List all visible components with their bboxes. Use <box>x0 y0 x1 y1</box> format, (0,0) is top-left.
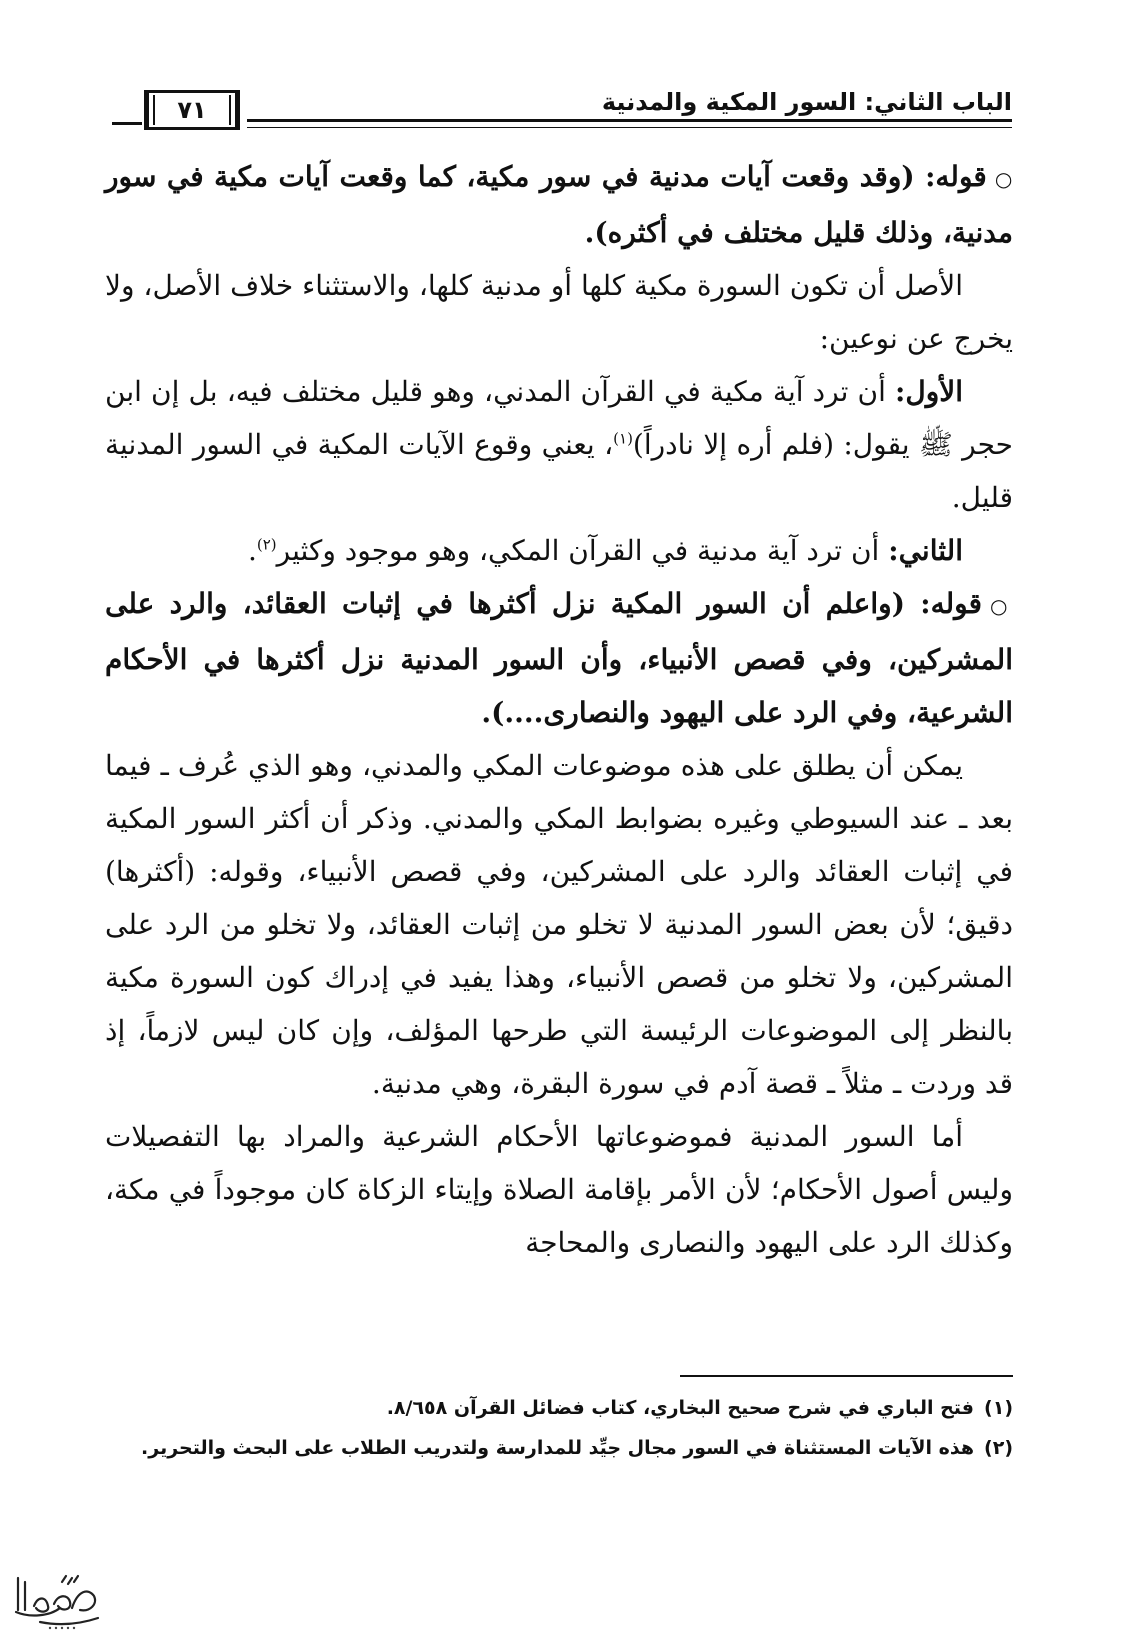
chapter-title: الباب الثاني: السور المكية والمدنية <box>601 88 1012 116</box>
page-header <box>112 82 1012 142</box>
circle-bullet-icon: ○ <box>989 594 1013 618</box>
footnote-number: (٢) <box>984 1437 1013 1459</box>
footnote-1 <box>105 1390 1013 1426</box>
term-label: الثاني: <box>888 534 963 567</box>
circle-bullet-icon: ○ <box>994 167 1013 191</box>
quote-label: قوله: <box>925 160 987 193</box>
paragraph-1 <box>105 150 1013 259</box>
footnote-2 <box>105 1430 1013 1466</box>
paragraph-4-text: أن ترد آية مدنية في القرآن المكي، وهو موجود وكثير <box>276 534 880 567</box>
footnotes <box>105 1390 1013 1470</box>
paragraph-3-text-b: ، يعني وقوع الآيات المكية في السور المدنية قليل. <box>105 428 1013 514</box>
paragraph-4-end: . <box>247 534 257 567</box>
paragraph-2: الأصل أن تكون السورة مكية كلها أو مدنية كلها، والاستثناء خلاف الأصل، ولا يخرج عن نوعين: <box>105 269 1013 355</box>
quote-label: قوله: <box>920 587 982 620</box>
body-text <box>105 150 1013 1269</box>
quote-text: (واعلم أن السور المكية نزل أكثرها في إثبات العقائد، والرد على المشركين، وفي قصص الأنبياء، وأن السور المدنية نزل أكثرها في الأحكام الشرعية، وفي الرد على اليهود والنصارى....). <box>105 587 1013 729</box>
quote-text: (وقد وقعت آيات مدنية في سور مكية، كما وقعت آيات مكية في سور مدنية، وذلك قليل مختلف في أكثره). <box>105 160 1013 249</box>
page-number-badge <box>144 90 240 130</box>
watermark-signature-icon <box>10 1560 105 1638</box>
header-rule-thin <box>247 127 1012 128</box>
paragraph-3-text-a: أن ترد آية مكية في القرآن المدني، وهو قليل مختلف فيه، بل إن ابن حجر ﷺ يقول: (فلم أره إلا نادراً) <box>105 375 1013 461</box>
paragraph-3 <box>105 365 1013 524</box>
header-rule-left <box>112 122 142 125</box>
paragraph-6: يمكن أن يطلق على هذه موضوعات المكي والمدني، وهو الذي عُرف ـ فيما بعد ـ عند السيوطي وغيره بضوابط المكي والمدني. وذكر أن أكثر السور المكية في إثبات العقائد والرد على المشركين، وفي قصص الأنبياء، وقوله: (أكثرها) دقيق؛ لأن بعض السور المدنية لا تخلو من إثبات العقائد، ولا تخلو من الرد على المشركين، ولا تخلو من قصص الأنبياء، وهذا يفيد في إدراك كون السورة مكية بالنظر إلى الموضوعات الرئيسة التي طرحها المؤلف، وإن كان ليس لازماً، إذ قد وردت ـ مثلاً ـ قصة آدم في سورة البقرة، وهي مدنية. <box>105 749 1013 1100</box>
footnote-text: هذه الآيات المستثناة في السور مجال جيِّد للمدارسة ولتدريب الطلاب على البحث والتحرير. <box>141 1437 975 1459</box>
footnote-ref-1[interactable]: (١) <box>613 429 633 448</box>
footnote-ref-2[interactable]: (٢) <box>256 535 277 554</box>
page-number: ٧١ <box>177 96 207 124</box>
paragraph-4 <box>105 524 1013 577</box>
footnote-text: فتح الباري في شرح صحيح البخاري، كتاب فضائل القرآن ٨/٦٥٨. <box>386 1397 975 1419</box>
footnote-number: (١) <box>984 1397 1013 1419</box>
header-rule-thick <box>247 119 1012 122</box>
paragraph-5 <box>105 577 1013 739</box>
paragraph-7: أما السور المدنية فموضوعاتها الأحكام الشرعية والمراد بها التفصيلات وليس أصول الأحكام؛ لأن الأمر بإقامة الصلاة وإيتاء الزكاة كان موجوداً في مكة، وكذلك الرد على اليهود والنصارى والمحاجة <box>105 1120 1013 1259</box>
term-label: الأول: <box>895 375 963 408</box>
footnote-separator <box>680 1375 1013 1377</box>
